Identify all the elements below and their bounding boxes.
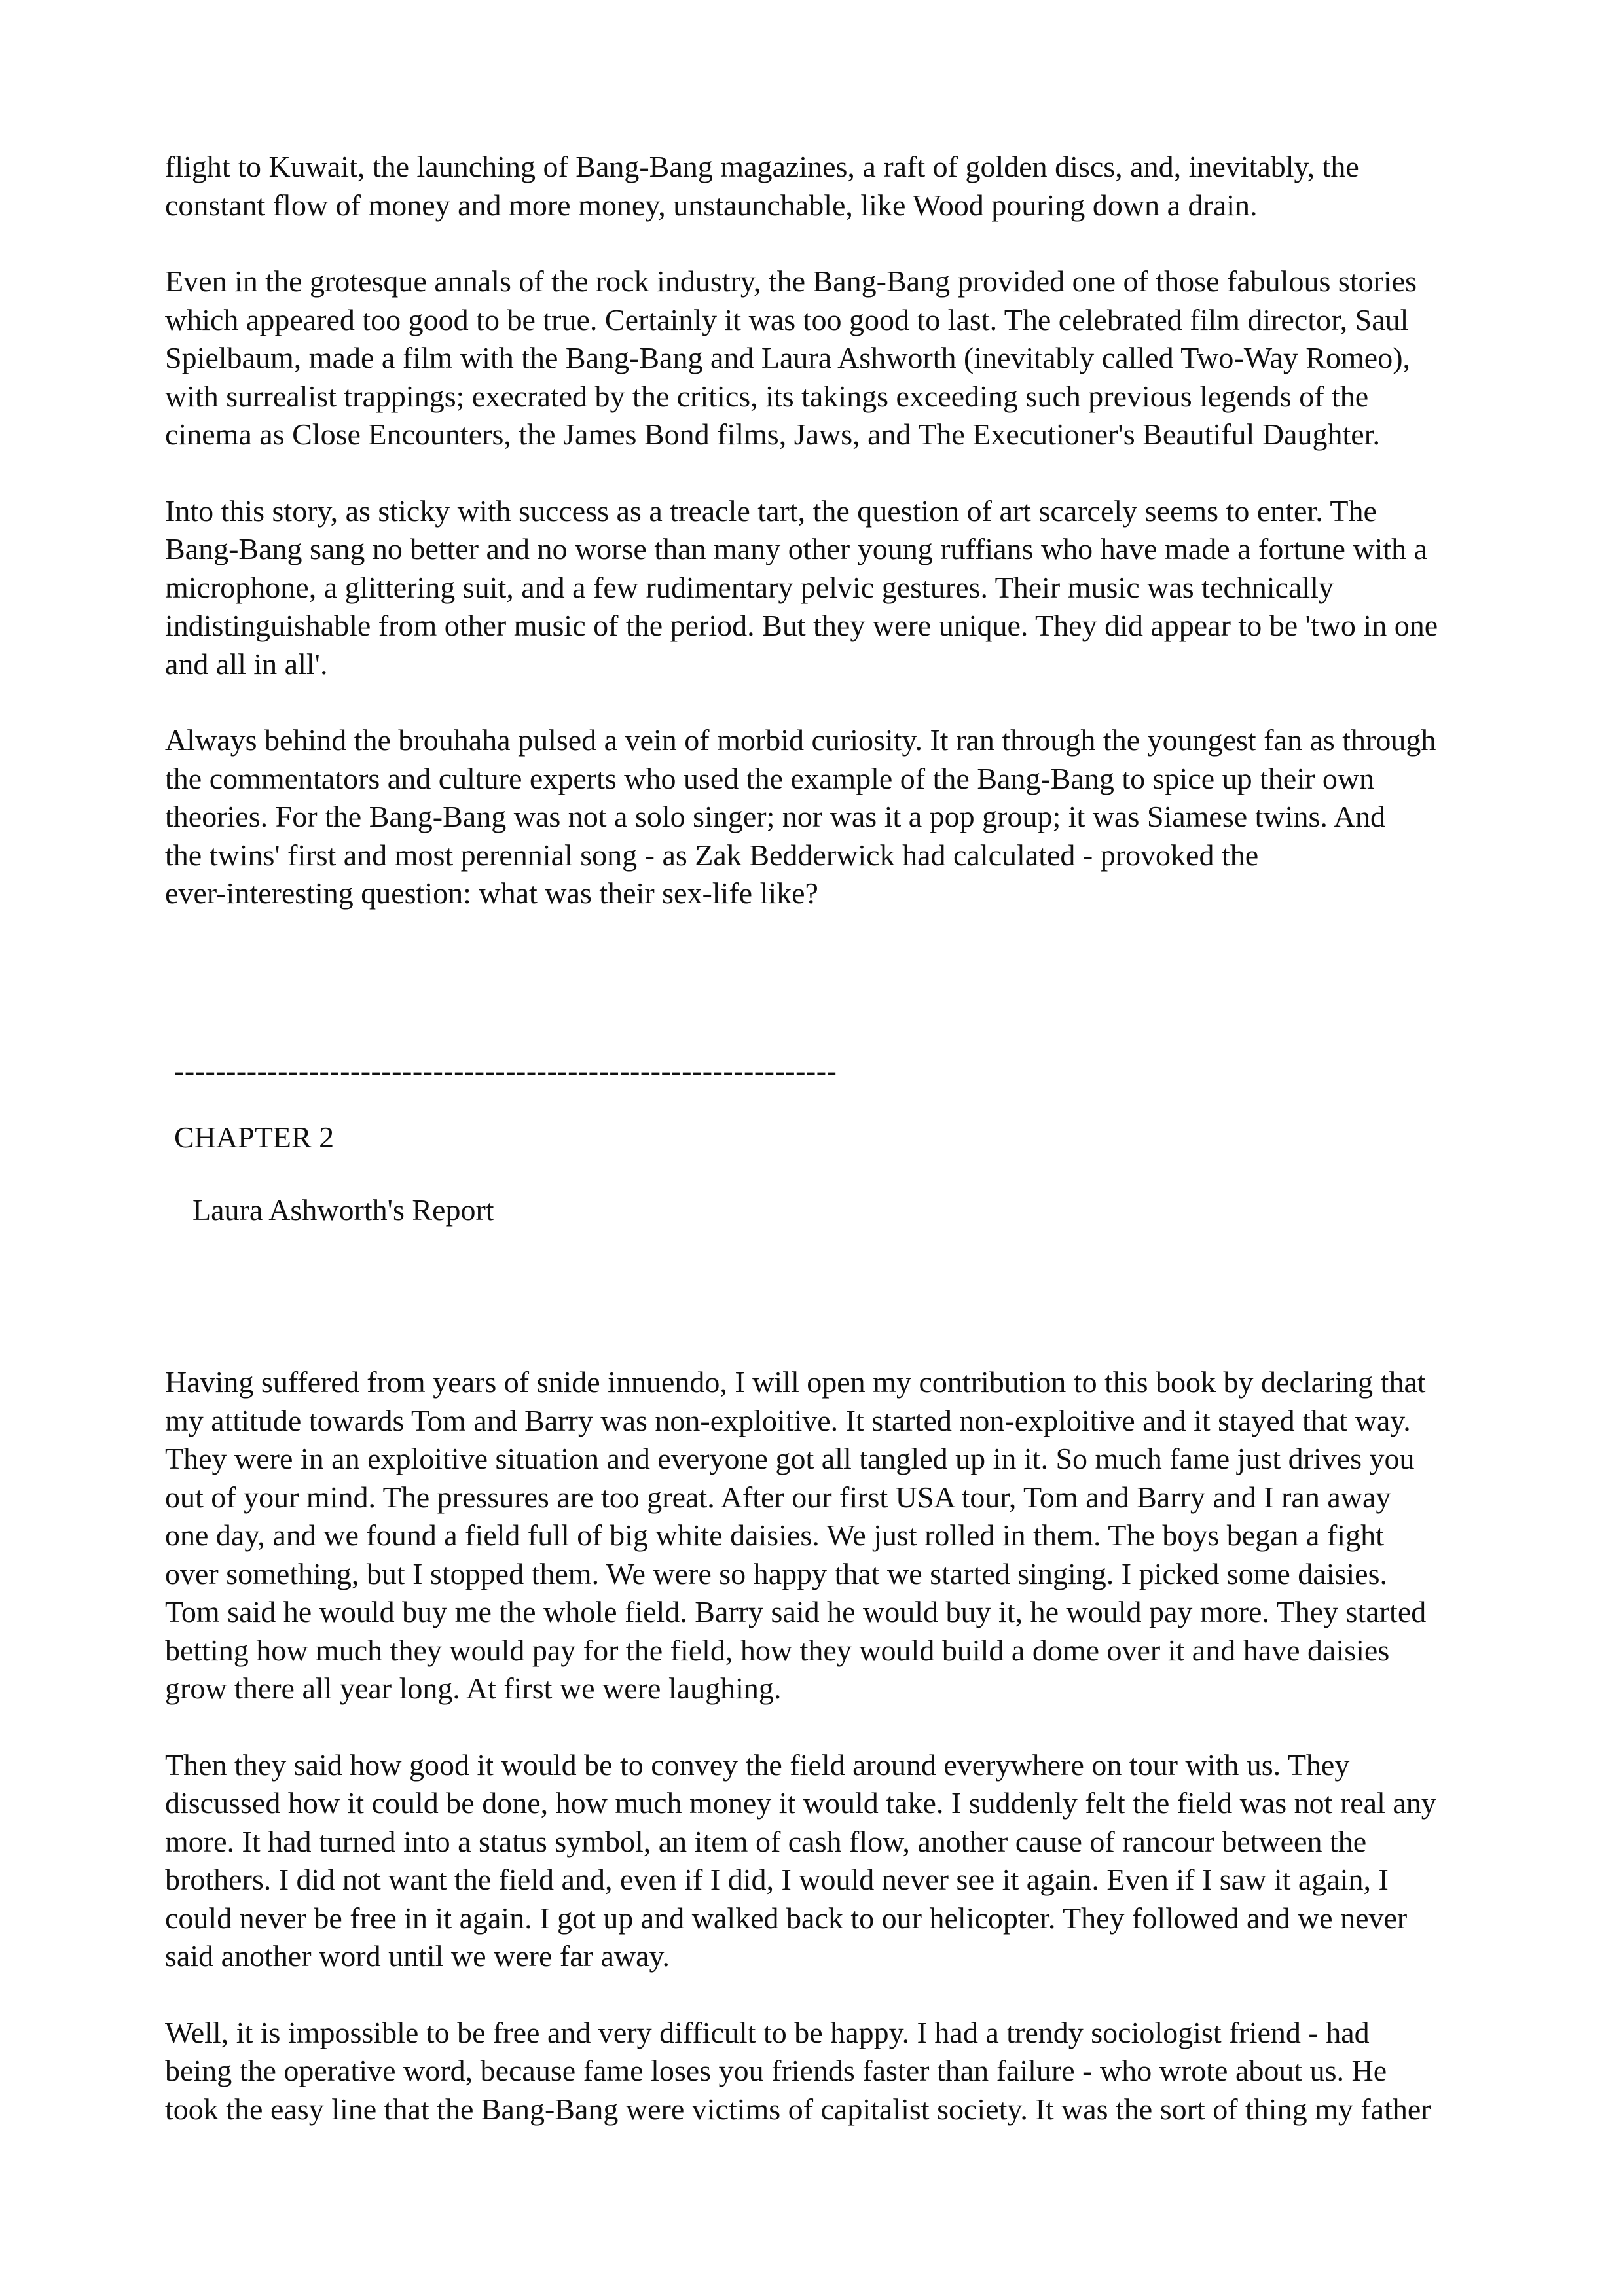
paragraph: flight to Kuwait, the launching of Bang-Bang magazines, a raft of golden discs, and, inevitably, the constant flow of money and more money, unstaunchable, like Wood pouring down a drain. bbox=[165, 150, 1359, 222]
chapter-subtitle: Laura Ashworth's Report bbox=[192, 1193, 494, 1227]
paragraph: Then they said how good it would be to convey the field around everywhere on tour with us. They discussed how it could be done, how much money it would take. I suddenly felt the field was not real any more. It had turned into a status symbol, an item of cash flow, another cause of rancour between the brothers. I did not want the field and, even if I did, I would never see it again. Even if I saw it again, I could never be free in it again. I got up and walked back to our helicopter. They followed and we never said another word until we were far away. bbox=[165, 1748, 1436, 1973]
body-text-bottom bbox=[165, 1363, 1481, 2128]
paragraph: Having suffered from years of snide innuendo, I will open my contribution to this book by declaring that my attitude towards Tom and Barry was non-exploitive. It started non-exploitive and it stayed that way. They were in an exploitive situation and everyone got all tangled up in it. So much fame just drives you out of your mind. The pressures are too great. After our first USA tour, Tom and Barry and I ran away one day, and we found a field full of big white daisies. We just rolled in them. The boys began a fight over something, but I stopped them. We were so happy that we started singing. I picked some daisies. Tom said he would buy me the whole field. Barry said he would buy it, he would pay more. They started betting how much they would pay for the field, how they would build a dome over it and have daisies grow there all year long. At first we were laughing. bbox=[165, 1365, 1427, 1705]
chapter-heading: CHAPTER 2 bbox=[174, 1121, 335, 1154]
paragraph: Always behind the brouhaha pulsed a vein of morbid curiosity. It ran through the youngest fan as through the commentators and culture experts who used the example of the Bang-Bang to spice up their own theories. For the Bang-Bang was not a solo singer; nor was it a pop group; it was Siamese twins. And the twins' first and most perennial song - as Zak Bedderwick had calculated - provoked the ever-interesting question: what was their sex-life like? bbox=[165, 723, 1436, 910]
body-text-top bbox=[165, 148, 1481, 913]
paragraph: Into this story, as sticky with success as a treacle tart, the question of art scarcely seems to enter. The Bang-Bang sang no better and no worse than many other young ruffians who have made a fortune with a microphone, a glittering suit, and a few rudimentary pelvic gestures. Their music was technically indistinguishable from other music of the period. But they were unique. They did appear to be 'two in one and all in all'. bbox=[165, 493, 1438, 681]
section-separator: ---------------------------------------------------------------- bbox=[174, 1054, 837, 1087]
paragraph: Well, it is impossible to be free and very difficult to be happy. I had a trendy sociologist friend - had being the operative word, because fame loses you friends faster than failure - who wrote about us. He took the easy line that the Bang-Bang were victims of capitalist society. It was the sort of thing my father bbox=[165, 2015, 1431, 2126]
paragraph: Even in the grotesque annals of the rock industry, the Bang-Bang provided one of those fabulous stories which appeared too good to be true. Certainly it was too good to last. The celebrated film director, Saul Spielbaum, made a film with the Bang-Bang and Laura Ashworth (inevitably called Two-Way Romeo), with surrealist trappings; execrated by the critics, its takings exceeding such previous legends of the cinema as Close Encounters, the James Bond films, Jaws, and The Executioner's Beautiful Daughter. bbox=[165, 264, 1417, 451]
